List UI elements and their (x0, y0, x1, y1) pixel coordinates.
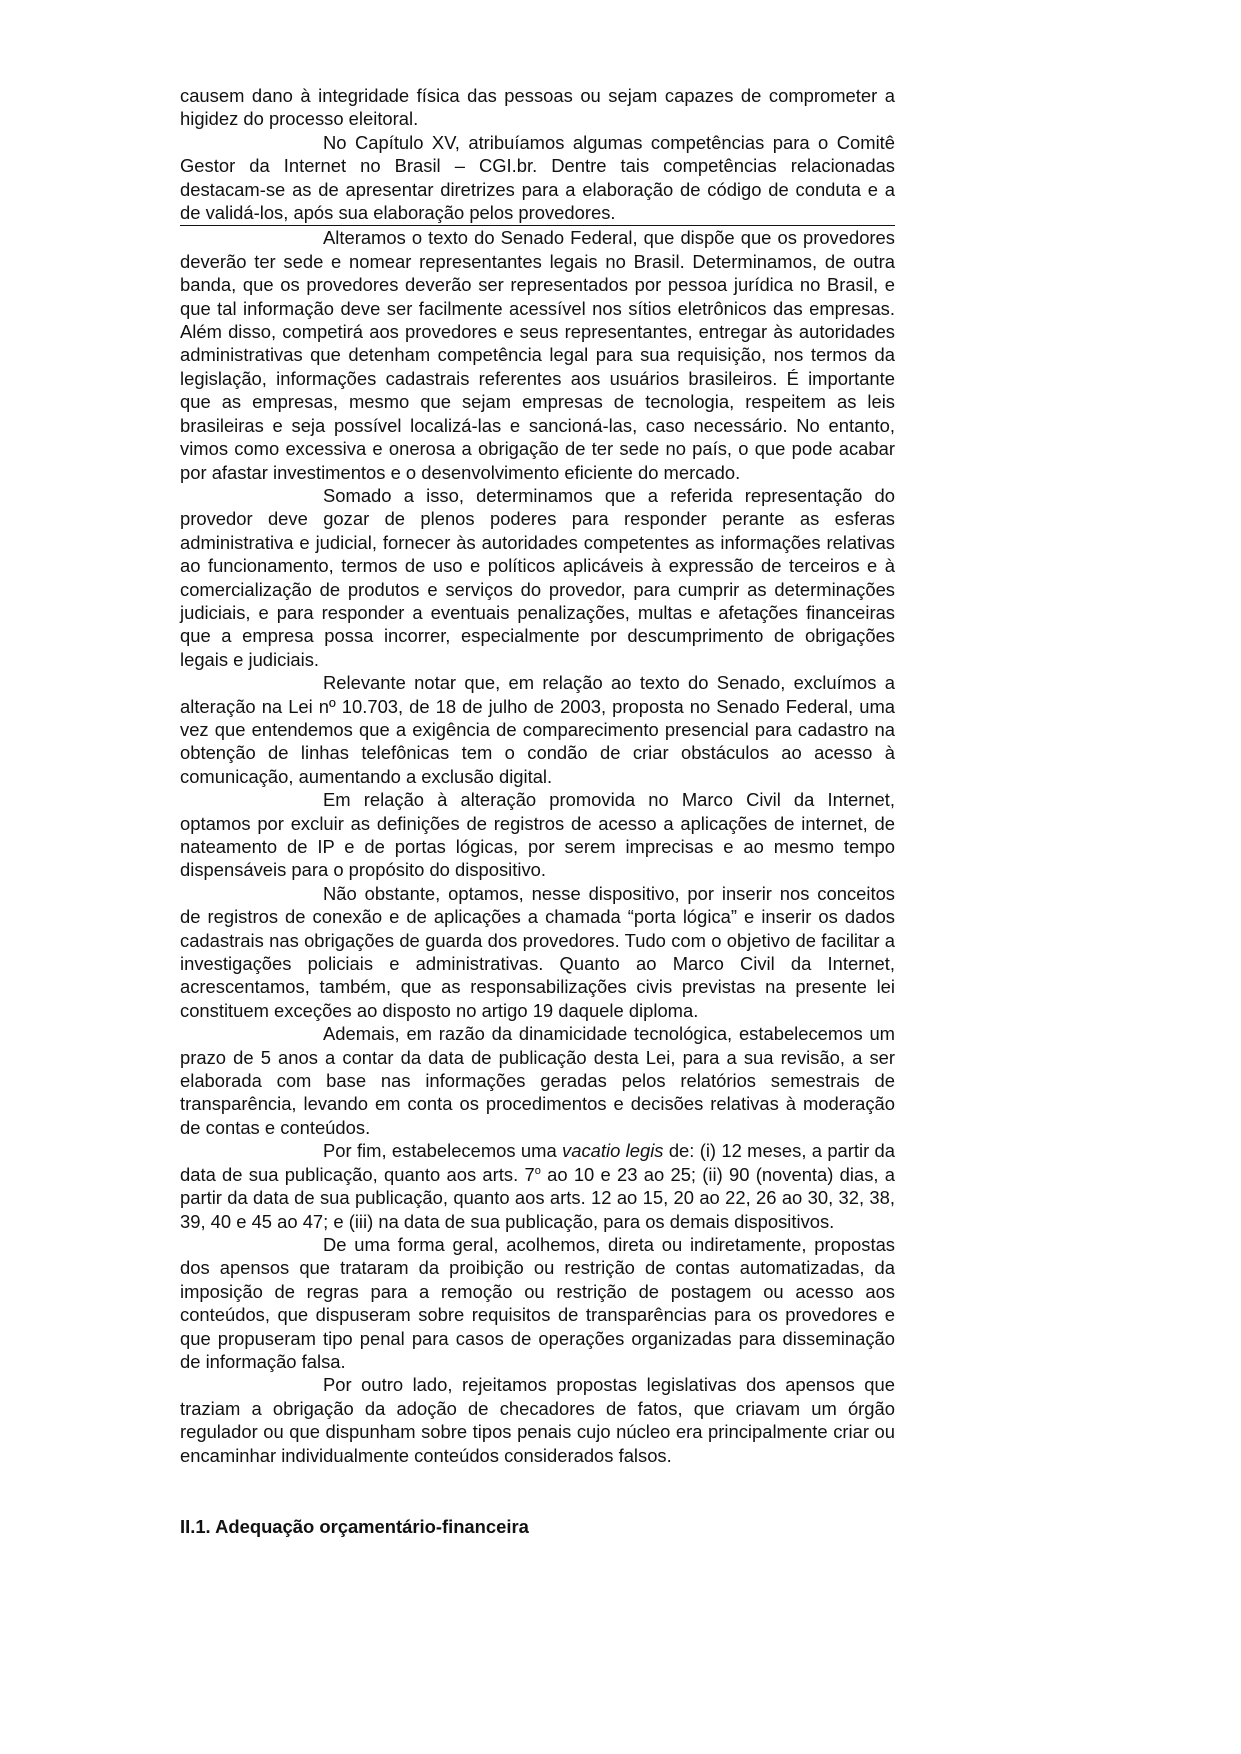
paragraph-vacatio-legis (180, 1139, 895, 1233)
vacatio-text-1: Por fim, estabelecemos uma (323, 1140, 563, 1162)
paragraph-sede-representantes: Alteramos o texto do Senado Federal, que dispõe que os provedores deverão ter sede e nomear representantes legais no Brasil. Determinamos, de outra banda, que os provedores deverão ser representados por pessoa jurídica no Brasil, e que tal informação deve ser facilmente acessível nos sítios eletrônicos das empresas. Além disso, competirá aos provedores e seus representantes, entregar às autoridades administrativas que detenham competência legal para sua requisição, nos termos da legislação, informações cadastrais referentes aos usuários brasileiros. É importante que as empresas, mesmo que sejam empresas de tecnologia, respeitem as leis brasileiras e seja possível localizá-las e sancioná-las, caso necessário. No entanto, vimos como excessiva e onerosa a obrigação de ter sede no país, o que pode acabar por afastar investimentos e o desenvolvimento eficiente do mercado. (180, 227, 895, 483)
vacatio-text-3: ao 10 e 23 ao 25; (ii) 90 (noventa) dias, a partir da data de sua publicação, quanto aos arts. 12 ao 15, 20 ao 22, 26 ao 30, 32, 38, 39, 40 e 45 ao 47; e (iii) na data de sua publicação, para os demais dispositivos. (180, 1163, 896, 1232)
section-heading: II.1. Adequação orçamentário-financeira (180, 1515, 529, 1537)
paragraph-lei-10703: Relevante notar que, em relação ao texto do Senado, excluímos a alteração na Lei nº 10.703, de 18 de julho de 2003, proposta no Senado Federal, uma vez que entendemos que a exigência de comparecimento presencial para cadastro na obtenção de linhas telefônicas tem o condão de criar obstáculos ao acesso à comunicação, aumentando a exclusão digital. (180, 672, 895, 787)
ordinal-indicator: o (534, 1164, 541, 1177)
paragraph-representacao-provedor: Somado a isso, determinamos que a referida representação do provedor deve gozar de plenos poderes para responder perante as esferas administrativa e judicial, fornecer às autoridades competentes as informações relativas ao funcionamento, termos de uso e políticos aplicáveis à expressão de terceiros e à comercialização de produtos e serviços do provedor, para cumprir as determinações judiciais, e para responder a eventuais penalizações, multas e afetações financeiras que a empresa possa incorrer, especialmente por descumprimento de obrigações legais e judiciais. (180, 484, 895, 670)
paragraph-marco-civil: Em relação à alteração promovida no Marco Civil da Internet, optamos por excluir as definições de registros de acesso a aplicações de internet, de nateamento de IP e de portas lógicas, por serem imprecisas e ao mesmo tempo dispensáveis para o propósito do dispositivo. (180, 789, 895, 881)
vacatio-italic-term: vacatio legis (562, 1140, 664, 1162)
paragraph-porta-logica: Não obstante, optamos, nesse dispositivo, por inserir nos conceitos de registros de conexão e de aplicações a chamada “porta lógica” e inserir os dados cadastrais nas obrigações de guarda dos provedores. Tudo com o objetivo de facilitar a investigações policiais e administrativas. Quanto ao Marco Civil da Internet, acrescentamos, também, que as responsabilizações civis previstas na presente lei constituem exceções ao disposto no artigo 19 daquele diploma. (180, 882, 895, 1021)
paragraph-prazo-revisao: Ademais, em razão da dinamicidade tecnológica, estabelecemos um prazo de 5 anos a contar da data de publicação desta Lei, para a sua revisão, a ser elaborada com base nas informações geradas pelos relatórios semestrais de transparência, levando em conta os procedimentos e decisões relativas à moderação de contas e conteúdos. (180, 1023, 895, 1138)
document-page (180, 84, 895, 1538)
paragraph-cgi-competencias: No Capítulo XV, atribuíamos algumas competências para o Comitê Gestor da Internet no Brasil – CGI.br. Dentre tais competências relacionadas destacam-se as de apresentar diretrizes para a elaboração de código de conduta e a de validá-los, após sua elaboração pelos provedores. (180, 131, 895, 227)
paragraph-continuation: causem dano à integridade física das pessoas ou sejam capazes de comprometer a higidez do processo eleitoral. (180, 85, 895, 130)
paragraph-acolhemos-apensos: De uma forma geral, acolhemos, direta ou indiretamente, propostas dos apensos que trataram da proibição ou restrição de contas automatizadas, da imposição de regras para a remoção ou restrição de postagem ou acesso aos conteúdos, que dispuseram sobre requisitos de transparências para os provedores e que propuseram tipo penal para casos de operações organizadas para disseminação de informação falsa. (180, 1233, 895, 1372)
vacatio-text-2: de: (i) 12 meses, a partir da data de sua publicação, quanto aos arts. 7 (180, 1140, 896, 1185)
paragraph-rejeitamos-propostas: Por outro lado, rejeitamos propostas legislativas dos apensos que traziam a obrigação da adoção de checadores de fatos, que criavam um órgão regulador ou que dispunham sobre tipos penais cujo núcleo era principalmente criar ou encaminhar individualmente conteúdos considerados falsos. (180, 1374, 895, 1466)
